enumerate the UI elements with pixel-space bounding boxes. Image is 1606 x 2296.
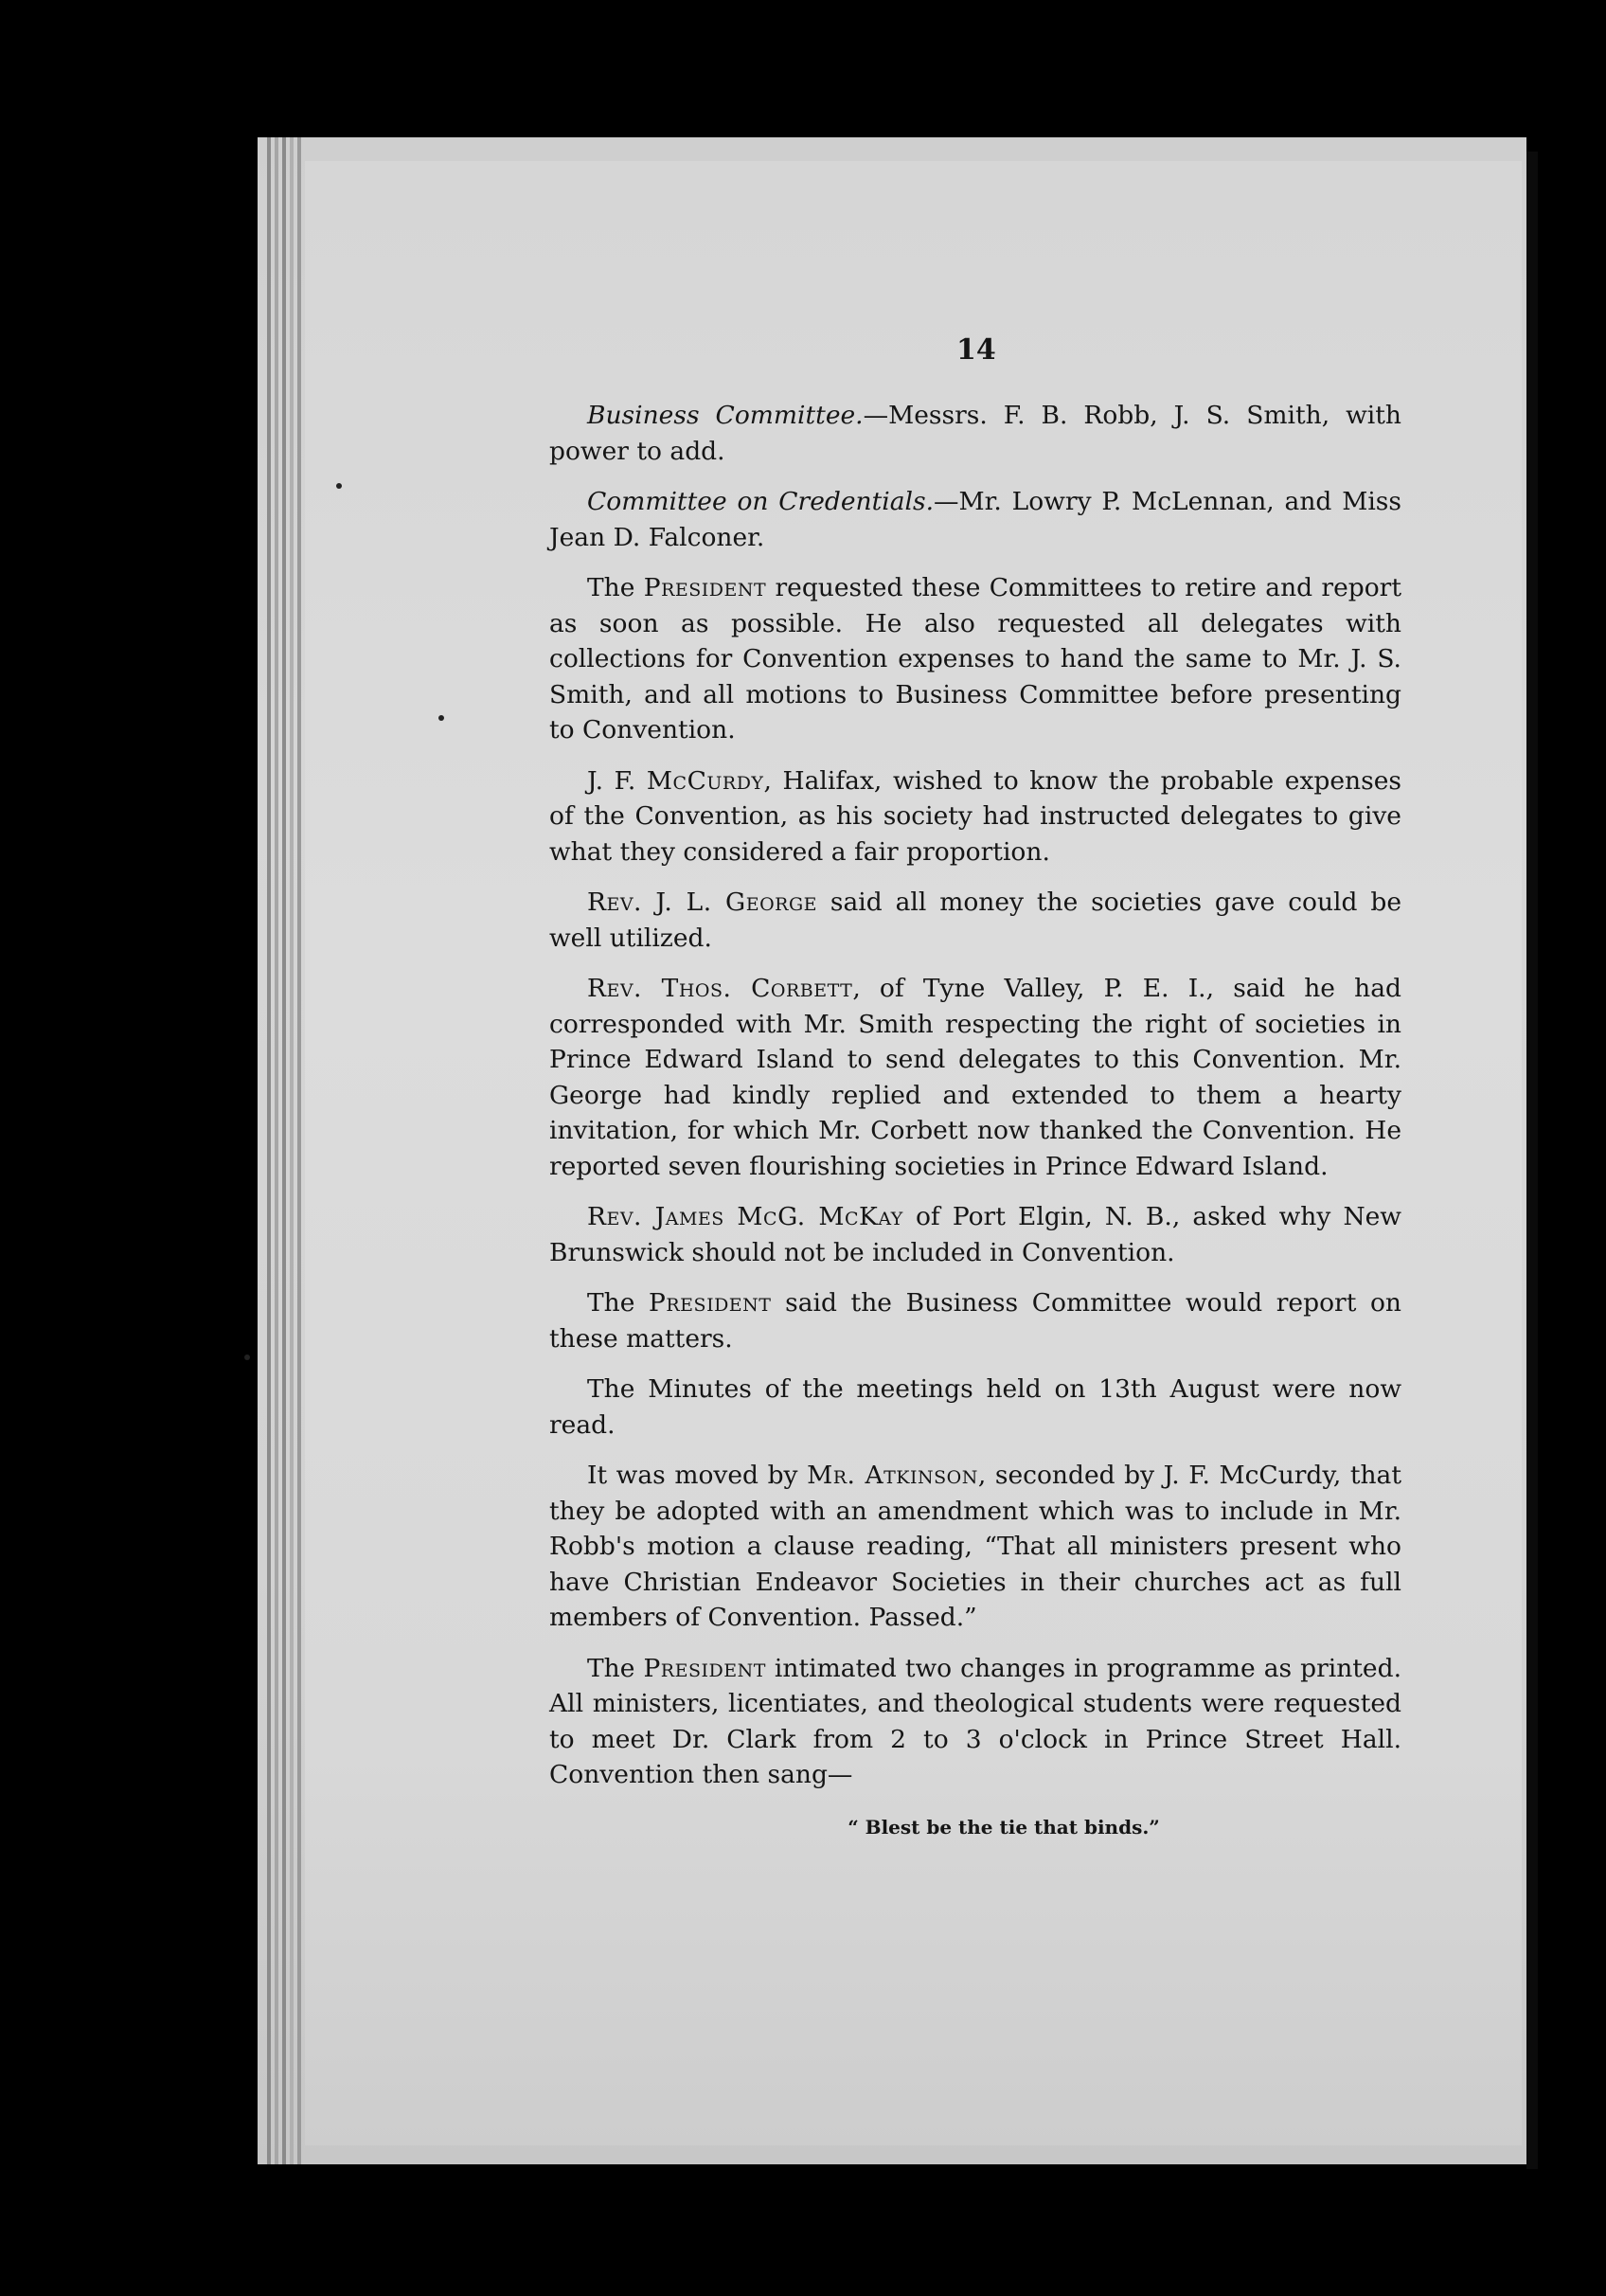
- speaker-name: Rev. James McG. McKay: [587, 1202, 903, 1231]
- scan-speck: [244, 1354, 250, 1360]
- paragraph-text: , seconded by J. F. McCurdy, that they be adopted with an amendment which was to include in Mr. Robb's motion a clause reading, “That all ministers present who have Christian Endeavor Societies in their churches act as full members of Convention. Passed.”: [549, 1461, 1401, 1632]
- paragraph: [549, 1458, 1401, 1636]
- speaker-name: Mr. Atkinson: [807, 1461, 978, 1490]
- paragraph-text: J. F.: [587, 765, 647, 796]
- paragraph-text: intimated two changes in programme as printed. All ministers, licentiates, and theological students were requested to meet Dr. Clark from 2 to 3 o'clock in Prince Street Hall. Convention then sang—: [549, 1653, 1401, 1789]
- paragraph-text: The: [587, 573, 644, 602]
- paragraph: [549, 1372, 1401, 1443]
- binding-shadow: [1526, 152, 1538, 2169]
- paragraph: [549, 1285, 1401, 1356]
- speaker-name: President: [643, 1653, 766, 1683]
- paragraph-text: The: [587, 1288, 650, 1318]
- committee-heading: Business Committee.: [587, 401, 864, 430]
- paragraph-text: of Port Elgin, N. B., asked why New Brunswick should not be included in Convention.: [549, 1202, 1401, 1267]
- speaker-name: Rev. J. L. George: [587, 888, 818, 917]
- paragraph-text: The: [587, 1653, 644, 1683]
- committee-heading: Committee on Credentials.: [587, 487, 935, 516]
- paragraph-text: —Mr. Lowry P. McLennan, and Miss Jean D. Falconer.: [549, 487, 1401, 552]
- scan-speck: [336, 483, 342, 489]
- page-edge: [267, 137, 271, 2164]
- paragraph-credentials-committee: [549, 484, 1401, 555]
- speaker-name: President: [643, 573, 767, 602]
- paragraph: [549, 1199, 1401, 1270]
- speaker-name: Rev. Thos. Corbett: [587, 974, 853, 1003]
- paragraph-text: , of Tyne Valley, P. E. I., said he had corresponded with Mr. Smith respecting the right of societies in Prince Edward Island to send delegates to this Convention. Mr. George had kindly replied and extended to them a hearty invitation, for which Mr. Corbett now thanked the Convention. He reported seven flourishing societies in Prince Edward Island.: [549, 974, 1402, 1181]
- scan-speck: [438, 715, 444, 721]
- paragraph: [549, 1651, 1401, 1793]
- paragraph: [549, 971, 1401, 1184]
- paragraph-text: The Minutes of the meetings held on 13th August were now read.: [549, 1374, 1401, 1440]
- paragraph-text: , Halifax, wished to know the probable expenses of the Convention, as his society had instructed delegates to give what they considered a fair proportion.: [549, 765, 1401, 867]
- page-edge: [290, 137, 294, 2164]
- paragraph: [549, 885, 1401, 956]
- paragraph-text: requested these Committees to retire and report as soon as possible. He also requested all delegates with collections for Convention expenses to hand the same to Mr. J. S. Smith, and all motions to Business Committee before presenting to Convention.: [549, 573, 1401, 744]
- speaker-name: President: [649, 1288, 772, 1318]
- page-number: 14: [956, 333, 996, 367]
- speaker-name: McCurdy: [646, 765, 764, 796]
- page-edge: [297, 137, 301, 2164]
- paragraph: [549, 763, 1401, 870]
- page-edge: [275, 137, 278, 2164]
- paragraph-business-committee: [549, 398, 1401, 469]
- body-text: [549, 332, 1401, 1845]
- hymn-title: “ Blest be the tie that binds.”: [848, 1815, 1160, 1839]
- paragraph: [549, 570, 1401, 748]
- paragraph-text: said the Business Committee would report on these matters.: [549, 1288, 1401, 1354]
- page-edge: [282, 137, 286, 2164]
- paragraph-text: It was moved by: [587, 1461, 808, 1490]
- paragraph-text: said all money the societies gave could be well utilized.: [549, 888, 1401, 953]
- paragraph-text: —Messrs. F. B. Robb, J. S. Smith, with power to add.: [549, 401, 1401, 466]
